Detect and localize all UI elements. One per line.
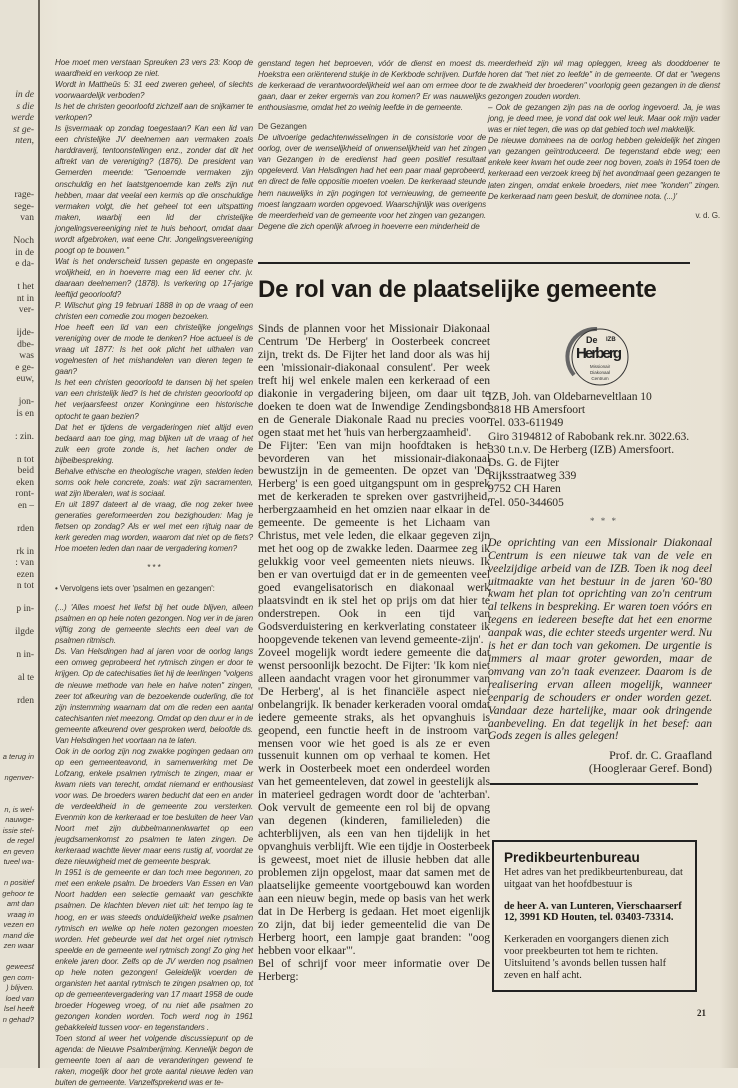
paragraph: Sinds de plannen voor het Missionair Diakonaal Centrum 'De Herberg' in Oosterbeek concreet zijn, trekt ds. De Fijter het land door als was hij een 'missionair-diakonaal consulent'. Per week treft hij wel enkele malen een kerkeraad of een diakonie in vergadering bijeen, om daar uit te doeken te doen wat de Inwendige Zendingsbond en de Generale Diakonale Raad nu precies voor ogen staat met het 'huis van herbergzaamheid'.	[258, 322, 490, 439]
paragraph: De uitvoerige gedachtenwisselingen in de consistorie voor de oorlog, over de wenselijkheid of onwenselijkheid van het zingen van Gezangen in de eredienst had geen positief resultaat opgeleverd. Van Helsdingen had het een paar maal geprobeerd, en direct de felle oppositie moeten voelen. De kerkeraad steunde hem nauwelijks in zijn pogingen tot vernieuwing, de gemeente moest langzaam worden opgevoed. Waarschijnlijk was overigens de meerderheid van de gemeente voor het zingen van gezangen. Degene die zich openlijk afvroeg in hoeverre een minderheid de	[258, 133, 486, 231]
paragraph: De Fijter: 'Een van mijn hoofdtaken is het bevorderen van het missionair-diakonaal bewustzijn in de gemeenten. De opzet van 'De Herberg' is een goed uitgangspunt om in gesprek met de kerkeraden te spreken over gastvrijheid, herbergzaamheid en het omzien naar elkaar in de gemeente. De gemeente is het Lichaam van Christus, met vele leden, die elkaar gegeven zijn met het oog op de zwakke leden. Daarmee zeg ik gelukkig voor veel gemeenten niets nieuws. Ik ben er van overtuigd dat er in de gemeenten veel goed evangelisatorisch en diakonaal werk plaatsvindt en ik stel het op prijs om dat hier te onderstrepen. Ook in een tijd van Godsverduistering en kerkverlating constateer ik hoopgevende tekenen van levend gemeente-zijn'.	[258, 438, 490, 646]
column-2-top-text	[258, 58, 486, 263]
svg-text:Herberg: Herberg	[576, 345, 622, 362]
paragraph: Toen stond al weer het volgende discussiepunt op de agenda: de Nieuwe Psalmberijming. Kennelijk begon de gemeente toen al aan de veranderingen gewend te raken, mogelijk door het grote aantal nieuwe leden van buiten de gemeente. Vanzelfsprekend was er te-	[55, 1034, 253, 1088]
column-3-article-sidebar	[488, 390, 720, 785]
address-line: Ds. G. de Fijter	[488, 456, 560, 470]
predikbeurtenbureau-box	[492, 840, 697, 992]
paragraph: meerderheid zijn wil mag opleggen, kreeg als dooddoener te horen dat "het niet zo leefde" in de gemeente. Of dat er "wegens de zwakheid der broederen" voorlopig geen gezangen in de dienst gezongen zouden worden.	[488, 59, 720, 102]
quote-author: Prof. dr. C. Graafland	[609, 748, 712, 763]
paragraph: In 1951 is de gemeente er dan toch mee begonnen, zo met een enkele psalm. De broeders Van Essen en Van Noort hadden een selectie gemaakt van geschikte psalmen. De klachten bleven niet uit: het tempo lag te hoog, en er was steeds onduidelijkheid welke psalmen rytmisch en welke op hele noten gezongen moesten worden. Het gebeurde wel dat het orgel niet rytmisch speelde en de gemeente wel rytmisch zong! Zo ging het enkele jaren door. Zelfs op de JV werden nog psalmen op hele noten gezongen! Geleidelijk voerden de organisten het aantal rytmisch te zingen psalmen op, tot op de gemeentevergadering van 17 maart 1958 de oude broeder Hogeweg vroeg, of nu niet alle psalmen zo gezongen konden worden. Toch werd nog in 1961 gebakkeleid tussen voor- en tegenstanders .	[55, 868, 253, 1032]
paragraph: Bel of schrijf voor meer informatie over De Herberg:	[258, 956, 490, 983]
address-line: 9752 CH Haren	[488, 482, 561, 496]
svg-text:De: De	[586, 335, 598, 345]
paragraph: Hoe heeft een lid van een christelijke jongelings vereniging over de mode te denken? Hoe actueel is de vraag uit 1877: Is het ook plicht het uithalen van vogelnesten of het mishandelen van dieren tegen te gaan?	[55, 323, 253, 377]
box-intro: Het adres van het predikbeurtenbureau, dat uitgaat van het hoofdbestuur is	[504, 867, 683, 890]
svg-text:Centrum: Centrum	[591, 376, 609, 381]
address-line: IZB, Joh. van Oldebarneveltlaan 10	[488, 390, 652, 403]
address-line: Tel. 050-344605	[488, 495, 564, 509]
left-page-fragment: in de s die werde st ge- nten,	[11, 90, 34, 146]
address-line: Giro 3194812 of Rabobank rek.nr. 3022.63.	[488, 429, 690, 443]
quote-signature	[488, 749, 712, 775]
box-title: Predikbeurtenbureau	[504, 850, 640, 865]
svg-text:Diakonaal: Diakonaal	[589, 370, 611, 375]
address-line: 330 t.n.v. De Herberg (IZB) Amersfoort.	[488, 442, 675, 456]
address-line: 3818 HB Amersfoort	[488, 403, 585, 417]
article-headline: De rol van de plaatselijke gemeente	[258, 276, 657, 303]
subheading: De Gezangen	[258, 122, 307, 132]
section-separator: * * *	[590, 515, 618, 526]
column-1-text	[55, 57, 253, 1088]
paragraph: Is het de christen geoorloofd zichzelf aan de snijkamer te verkopen?	[55, 102, 253, 123]
address-line: Tel. 033-611949	[488, 416, 564, 430]
paragraph: Hoe moet men verstaan Spreuken 23 vers 23: Koop de waardheid en verkoop ze niet.	[55, 58, 253, 79]
paragraph: genstand tegen het beproeven, vóór de dienst en moest ds. Hoekstra een oriënterend stukje in de Kerkbode schrijven. Durfde de kerkeraad de verantwoordelijkheid wel aan om ermee door te gaan, daar er zeker ergernis van zou komen? Er was nauwelijks enthousiasme, omdat het zo weinig leefde in de gemeente.	[258, 59, 486, 113]
paragraph: Behalve ethische en theologische vragen, stelden leden soms ook hele concrete, zoals: wat zijn sacramenten, wat zijn liberalen, wat is sociaal.	[55, 466, 253, 498]
paragraph: (...) 'Alles moest het liefst bij het oude blijven, alleen psalmen en op hele noten gezongen. Nog ver in de jaren vijftig zong de gemeente slechts een deel van de psalmen ritmisch.	[55, 603, 253, 646]
svg-text:Missionair: Missionair	[589, 364, 611, 369]
paragraph: Wordt in Mattheüs 5: 31 eed zweren geheel, of slechts voorwaardelijk verboden?	[55, 80, 253, 101]
de-herberg-logo	[562, 325, 632, 389]
paragraph: Ds. Van Helsdingen had al jaren voor de oorlog langs een omweg geprobeerd het rytmisch zingen er door te krijgen. Op de catechisaties liet hij de leerlingen "volgens de nieuwe methode van hele en halve noten" zingen, zeer tot afkeuring van de bezoekende ouderling, die tot zijn instemming waarnam dat om die reden een aantal catechisanten niet meezong. Omdat op den duur er in de gemeente afkeurend over gesproken werd, beloofde ds. Van Helsdingen het voortaan na te laten.	[55, 647, 253, 745]
paragraph: – Ook de gezangen zijn pas na de oorlog ingevoerd. Ja, je was jong, je deed mee, je vond dat ook wel leuk. Maar ook mijn vader was er niet tegen, die was op dat gebied toch wel makkelijk.	[488, 103, 720, 135]
article-body	[258, 323, 490, 1033]
paragraph: De nieuwe dominees na de oorlog hebben geleidelijk het zingen van gezangen geïntroduceerd. De tegenstand ebde weg; een enkele keer kwam het oude zeer nog boven, zoals in 1954 toen de kerkeraad een verzoek kreeg bij het avondmaal geen gezangen te laten zingen, omdat enkele broeders, niet mee "konden" zingen. De kerkeraad nam geen besluit, de dominee nota. (...)'	[488, 136, 720, 201]
quote-author-role: (Hoogleraar Geref. Bond)	[588, 761, 712, 776]
divider-rule	[490, 783, 698, 785]
paragraph: P. Wilschut ging 19 februari 1888 in op de vraag of een christen een comedie zou mogen bezoeken.	[55, 301, 253, 322]
column-3-top-text	[488, 58, 720, 258]
section-separator: * * *	[147, 563, 161, 573]
recommendation-quote: De oprichting van een Missionair Diakonaal Centrum is een nieuwe tak van de vele en veelzijdige arbeid van de IZB. Toen ik nog deel uitmaakte van het bestuur in de jaren '60-'80 kwam het plan tot oprichting van zo'n centrum al telkens in bespreking. Er waren toen vóórs en tegens en iedereen besefte dat het een enorme aanpak was, die echter steeds urgenter werd. Nu is het er dan toch van gekomen. De urgentie is immers al maar groter geworden, maar de omvang van zo'n taak evenzeer. Daarom is de realisering ervan alleen mogelijk, wanneer eenparig de schouders er onder worden gezet. Vandaar deze hartelijke, maar ook dringende aanbeveling. En dat tegelijk in het besef: aan Gods zegen is alles gelegen!	[488, 535, 712, 743]
paragraph: Ook in de oorlog zijn nog zwakke pogingen gedaan om op een gemeenteavond, in samenwerking met De Lofzang, enkele psalmen rytmisch te zingen, maar er kwam niets van terecht, omdat niemand er enthousiast voor was. De broeders waren beducht dat een en ander de verdeeldheid in de gemeente zou versterken. Evenmin kon de kerkeraad er toe besluiten de heer Van Noort met zijn dubbelmannenkwartet op een jeugdsamenkomst zo psalmen te laten zingen. De kerkeraad wachtte liever maar eens rustig af, voordat ze deze nieuwigheid met de gemeente besprak.	[55, 746, 253, 867]
adjacent-page-edge	[0, 0, 40, 1068]
page-number: 21	[697, 1008, 706, 1018]
left-page-fragment: rage- sege- van Noch in de e da- t het nt in ver- ijde- dbe- was e ge- euw, jon- is en : zin. n tot beid eken ront- en – rden rk in : van ezen n tot p in- ilgde n in- al te rden	[13, 190, 34, 706]
contact-address	[488, 390, 720, 509]
author-initials: v. d. G.	[695, 210, 720, 220]
paragraph: Dat het er tijdens de vergaderingen niet altijd even bedaard aan toe ging, mag blijken uit de vraag of het zulk een grote zonde is, het lachen onder de bijbelbespreking.	[55, 422, 253, 465]
left-page-fragment: a terug in ngenver- n, is wel- nauwge- issie stel- de regel en geven tueel wa- n positief gehoor te amt dan vraag in vezen en mand die zen waar geweest gen com- ) blijven. loed van lsel heeft n gehad?	[2, 752, 34, 1024]
paragraph: En uit 1897 dateert al de vraag, die nog zeker twee generaties gereformeerden zou bezighouden: Mag je fietsen op zondag? Als er wel met een rijtuig naar de kerk gereden mag worden, waarom dat niet op de fiets? Hoe moeten leden dan naar de vergadering komen?	[55, 499, 253, 554]
paragraph: Is het een christen geoorloofd te dansen bij het spelen van een christelijk lied? Is het de christen geoorloofd op het verjaarsfeest onzer Koninginne een historische optocht te gaan bezien?	[55, 378, 253, 421]
box-note: Kerkeraden en voorgangers dienen zich voor preekbeurten tot hem te richten. Uitsluitend 's avonds bellen tussen half zeven en half acht.	[504, 934, 669, 981]
address-line: Rijksstraatweg 339	[488, 469, 577, 483]
box-address: de heer A. van Lunteren, Vierschaarserf 12, 3991 KD Houten, tel. 03403-73314.	[504, 900, 682, 924]
paragraph: Wat is het onderscheid tussen gepaste en ongepaste vrolijkheid, en in hoeverre mag een lid eener chr. jv. daaraan deelnemen? (1878). Is verkering op 17-jarige leeftijd geoorloofd?	[55, 256, 253, 299]
section-intro: • Vervolgens iets over 'psalmen en gezangen':	[55, 584, 215, 594]
paragraph: Is ijsvermaak op zondag toegestaan? Kan een lid van een christelijke JV deelnemen aan vermaken zoals harddraverij, tentoonstellingen enz., zonder dat dit het aftrekt van de vereniging? (1876). De president van Gemerden meende: "Genoemde vermaken zijn onschuldig en het laatstgenoemde kan zelfs zijn nut hebben, maar dat veelal een kermis op die onschuldige vermaken volgt, die het geheel tot een uitspatting maken, waarbij een lid der christelijke jongelingsvereeniging niet te huis behoort, omdat daar wordt afgebroken, wat eene Chr. Jongelingsvereeniging poogt op te bouwen."	[55, 124, 253, 255]
paragraph: Zoveel mogelijk wordt iedere gemeente die dat wenst persoonlijk bezocht. De Fijter: 'Ik kom niet alleen aandacht vragen voor het gironummer van 'De Herberg', al is het financiële aspect niet onbelangrijk. Ik benader kerkeraden vooral omdat iedere gemeente straks, als het opvanghuis is geopend, een functie heeft in de instroom van mensen voor wie het goed is als ze er even tussenuit kunnen om op verhaal te komen. Het werk in Oosterbeek moet een onderdeel worden van het gemeenteleven, dat zowel in geestelijk als in materieel gedragen wordt door de 'achterban'. Ook vervult de gemeente een rol bij de opvang van degenen (kinderen, familieleden) die achterblijven, als een van hen tijdelijk in het opvanghuis verblijft. Wie een tijdje in Oosterbeek is geweest, moet niet de illusie hebben dat alle problemen zijn opgelost, maar dat samen met de plaatselijke gemeente voortgebouwd kan worden aan een nieuw begin, mede op basis van het werk dat in De Herberg is gedaan. Het moet eigenlijk zo zijn, dat bij ieder gemeentelid die van De Herberg hoort, een lampje gaat branden: "oog hebben voor elkaar"'.	[258, 645, 490, 957]
divider-rule	[258, 262, 690, 264]
svg-text:IZB: IZB	[606, 337, 616, 343]
